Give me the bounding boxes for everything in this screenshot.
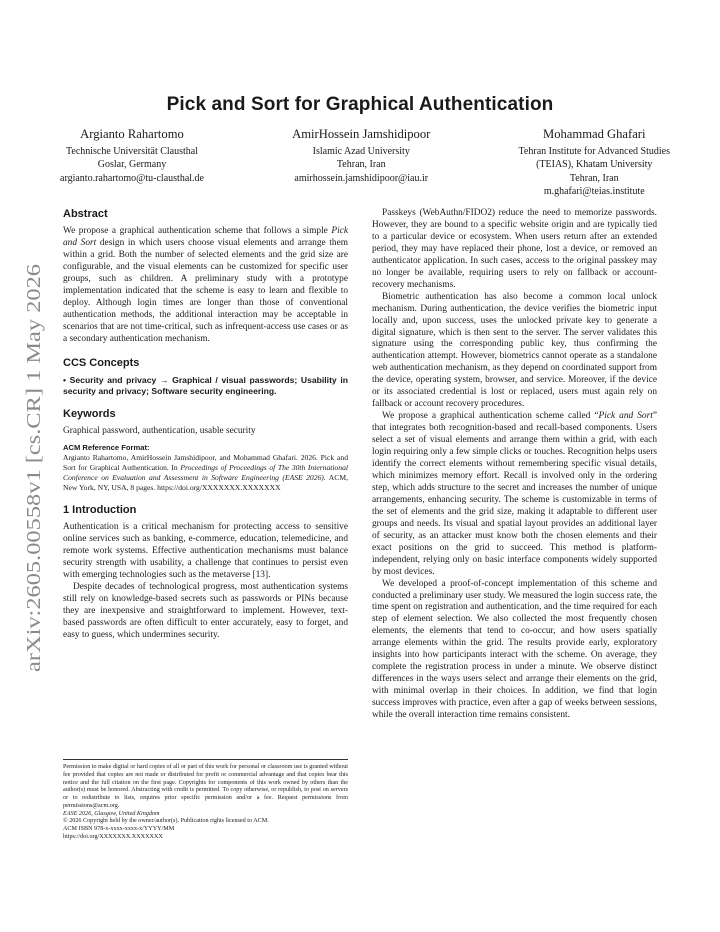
doi-line: https://doi.org/XXXXXXX.XXXXXXX	[63, 833, 163, 840]
author-3	[519, 127, 670, 198]
author-name: Mohammad Ghafari	[543, 127, 646, 141]
intro-paragraph-2: Despite decades of technological progress, most authentication systems still rely on knowledge-based secrets such as passwords or PINs because they are inexpensive and straightforward to implement. However, text-based passwords are often difficult to enter accurately, easy to forget, and easy to guess, which undermines security.	[63, 582, 348, 641]
author-location: Tehran, Iran	[569, 172, 619, 184]
author-location: Tehran, Iran	[336, 159, 386, 171]
reference-format-heading: ACM Reference Format:	[63, 443, 150, 453]
paragraph-biometrics: Biometric authentication has also become a common local unlock mechanism. During authentication, the device verifies the biometric input locally and, upon success, uses the unlocked private key to generate a digital signature, which is then sent to the server. The server validates this signature using the corresponding public key, thus confirming the authentication attempt. However, biometrics cannot operate as a standalone web authentication mechanism, as they depend on coordinated support from the device, operating system, browser, and service. Moreover, if the device or its associated credential is lost or replaced, users must again rely on fallback or account recovery procedures.	[372, 291, 657, 410]
author-email: m.ghafari@teias.institute	[543, 185, 645, 197]
arxiv-id-text: arXiv:2605.00558v1 [cs.CR] 1 May 2026	[23, 329, 45, 672]
reference-format-text: Argianto Rahartomo, AmirHossein Jamshidipoor, and Mohammad Ghafari. 2026. Pick and Sort for Graphical Authentication. In Proceedings of Proceedings of The 30th International Conference on Evaluation and Assessment in Software Engineering (EASE 2026). ACM, New York, NY, USA, 8 pages. https://doi.org/XXXXXXX.XXXXXXX	[63, 453, 348, 493]
isbn-line: ACM ISBN 978-x-xxxx-xxxx-x/YYYY/MM	[63, 826, 175, 832]
author-name: Argianto Rahartomo	[80, 127, 184, 141]
arxiv-identifier	[12, 262, 50, 682]
author-2	[292, 127, 430, 198]
author-affiliation: Tehran Institute for Advanced Studies	[518, 146, 670, 157]
author-location: Goslar, Germany	[97, 159, 167, 171]
keywords-text: Graphical password, authentication, usable security	[63, 425, 256, 436]
paragraph-proposal: We propose a graphical authentication scheme called “Pick and Sort” that integrates both recognition-based and recall-based components. Users select a set of visual elements and arrange them within a grid, with each login requiring only a few simple clicks or touches. Recognition helps users identify the correct elements without remembering specific visual details, which minimizes memory effort. Recall is involved only in the ordering step, which adds structure to the secret and increases the number of unique arrangements, enhancing security. The scheme is customizable in terms of the set of elements and the grid size, making it adaptable to different user groups and needs. Its visual and spatial layout provides an additional layer of security, as an attacker must know both the chosen elements and their exact positions on the grid to succeed. This method is platform-independent, relying only on basic interface components widely supported by most devices.	[372, 411, 657, 577]
ccs-heading: CCS Concepts	[63, 356, 140, 369]
introduction-heading: 1 Introduction	[63, 504, 137, 517]
paragraph-study: We developed a proof-of-concept implementation of this scheme and conducted a preliminary user study. We measured the login success rate, the time spent on registration and authentication, and the time required for each step of element selection. We also collected the most frequently chosen elements, the elements that tend to co-occur, and how users spatially arrange elements within the grid. The results provide early, exploratory insights into how participants interact with the scheme. On average, they complete the registration process in under a minute. We observe distinct differences in the ways users select and arrange their elements on the grid, with minimal overlap in their choices. In addition, we find that login success improves with practice, even after a gap of weeks between sessions, while the overall interaction time remains consistent.	[372, 578, 657, 721]
author-1	[60, 127, 204, 198]
author-name: AmirHossein Jamshidipoor	[292, 127, 431, 141]
keywords-section	[63, 408, 348, 494]
abstract-section	[63, 208, 348, 346]
right-column	[372, 208, 657, 722]
ccs-text: • Security and privacy → Graphical / visual passwords; Usability in security and privacy; Software security engineering.	[63, 374, 348, 396]
author-affiliation: Technische Universität Clausthal	[65, 146, 199, 157]
abstract-heading: Abstract	[63, 208, 108, 220]
left-column	[63, 208, 348, 642]
author-affiliation-2: (TEIAS), Khatam University	[536, 159, 653, 171]
author-affiliation: Islamic Azad University	[312, 146, 410, 157]
paragraph-passkeys: Passkeys (WebAuthn/FIDO2) reduce the need to memorize passwords. However, they are bound to a specific website origin and are typically tied to a particular device or ecosystem. When users return after an extended period, they may have replaced their phone, lost a device, or removed an authenticator application. In such cases, access to the original passkey may no longer be available, requiring users to rely on fallback or account-recovery mechanisms.	[372, 208, 657, 290]
author-block	[60, 127, 670, 198]
ccs-section	[63, 357, 348, 397]
paper-title: Pick and Sort for Graphical Authentication	[166, 94, 554, 115]
keywords-heading: Keywords	[63, 407, 116, 420]
venue-line: EASE 2026, Glasgow, United Kingdom	[63, 810, 160, 817]
copyright-footnote	[63, 759, 348, 842]
author-email: amirhossein.jamshidipoor@iau.ir	[294, 172, 429, 184]
intro-paragraph-1: Authentication is a critical mechanism for protecting access to sensitive online services such as banking, e-commerce, education, telemedicine, and remote work systems. Effective authentication mechanisms must balance security strength with usability, a challenge that continues to persist even with emerging technologies such as the metaverse [13].	[63, 522, 348, 581]
permission-notice: Permission to make digital or hard copies of all or part of this work for personal or classroom use is granted without fee provided that copies are not made or distributed for profit or commercial advantage and that copies bear this notice and the full citation on the first page. Copyrights for components of this work owned by others than the author(s) must be honored. Abstracting with credit is permitted. To copy otherwise, or republish, to post on servers or to redistribute to lists, requires prior specific permission and/or a fee. Request permissions from permissions@acm.org.	[63, 764, 348, 809]
introduction-section	[63, 504, 348, 642]
abstract-text: We propose a graphical authentication scheme that follows a simple Pick and Sort design in which users choose visual elements and arrange them within a grid. Both the number of selected elements and the grid size are configurable, and the visual elements can be customized for specific user groups, such as children. A preliminary study with a prototype implementation indicated that the scheme is easy to learn and flexible to deploy. Although login times are longer than those of conventional authentication methods, the additional interaction may be acceptable in scenarios that are not time-critical, such as infrequent-access use cases or as a secondary authentication mechanism.	[63, 226, 348, 344]
copyright-line: © 2026 Copyright held by the owner/author(s). Publication rights licensed to ACM.	[63, 818, 269, 825]
author-email: argianto.rahartomo@tu-clausthal.de	[60, 172, 204, 184]
